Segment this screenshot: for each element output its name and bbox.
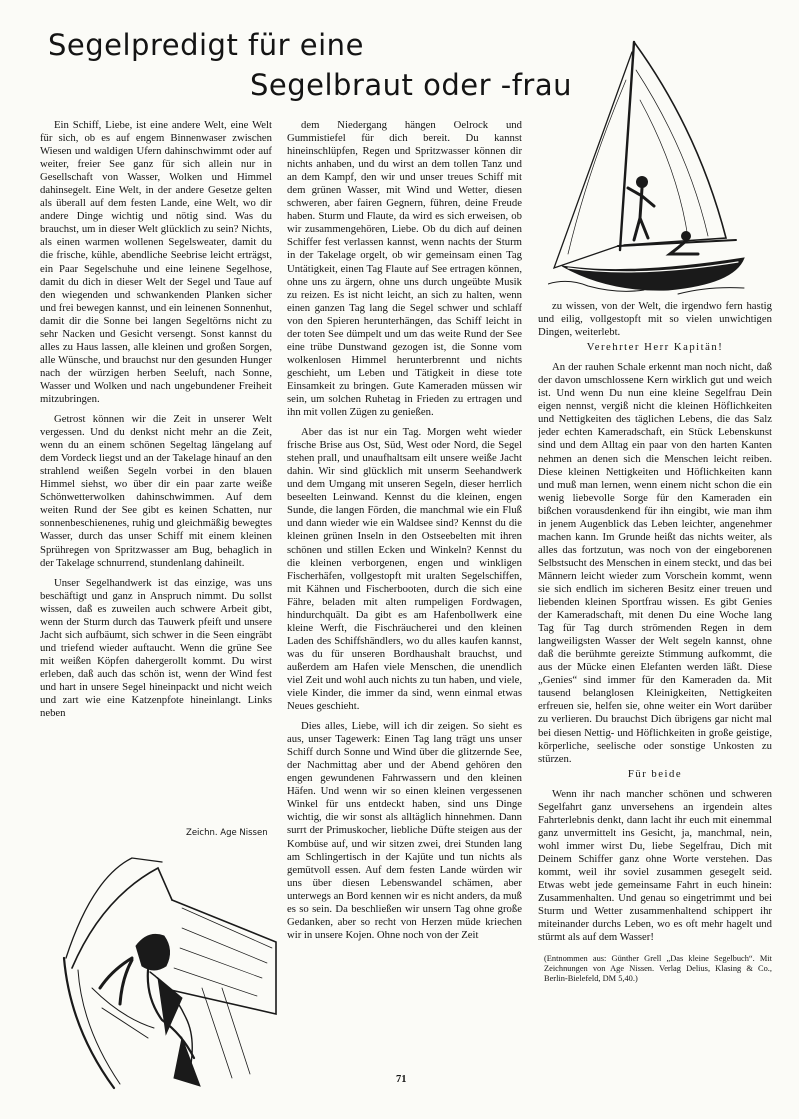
text-column-3 (538, 300, 772, 1090)
headline-line-2: Segelbraut oder -frau (250, 68, 573, 102)
section-heading-captain: Verehrter Herr Kapitän! (586, 341, 724, 354)
paragraph: zu wissen, von der Welt, die irgendwo fern hastig und eilig, vollgestopft mit so vielen unwichtigen Dingen, weiterlebt. (538, 300, 772, 339)
paragraph: Aber das ist nur ein Tag. Morgen weht wieder frische Brise aus Ost, Süd, West oder Nord, die Segel stehen prall, und unaufhaltsam eilt unsere weiße Jacht dahin. Wir sind glücklich mit unserm Seehandwerk und dem Umgang mit unseren Segeln, dieser herrlich beseelten Leinwand. Kennst du die kleinen, engen Sunde, die langen Förden, die manchmal wie ein Fluß und dann wieder wie ein Waldsee sind? Kennst du die kleinen grünen Inseln in den Ostseebelten mit ihren schönen und stillen Ecken und Winkeln? Kennst du die kleinen verborgenen, engen und winkligen Fischerhäfen, vollgestopft mit uralten Segelschiffen, mit Kähnen und Fischerbooten, durch die sich eine Fähre, beladen mit alten rumpeligen Fordwagen, hindurchquält. Da gibt es am Hafenbollwerk eine kleine Werft, die Fischräucherei und den kleinen Laden des Schiffshändlers, wo du alles kaufen kannst, was du für unseren Bordhaushalt brauchst, und außerdem am Hafen viele Menschen, die unendlich viel Zeit und wohl auch nichts zu tun haben, und viele, viele Kinder, die immer da sind, wenn einmal etwas Neues geschieht. (287, 426, 522, 713)
section-heading-both: Für beide (627, 767, 683, 780)
paragraph: Unser Segelhandwerk ist das einzige, was uns beschäftigt und ganz in Anspruch nimmt. Du sollst wissen, daß es zuweilen auch schwere Arbeit gibt, wenn der Sturm durch das Tauwerk pfeift und unsere Jacht sich aufbäumt, sich schwer in die Seen eingräbt und triefend wieder auftaucht. Wenn die grüne See mit weißen Köpfen dahergerollt kommt. Du wirst erleben, daß auch das schön ist, wenn der Wind fest und hart in unsere Segel hineinpackt und nicht weich und zart wie eine Katzenpfote hineinlangt. Links neben (40, 576, 272, 720)
text-column-2 (287, 119, 522, 1069)
helmsman-illustration (62, 838, 280, 1090)
page-number: 71 (396, 1074, 407, 1085)
headline-line-1: Segelpredigt für eine (48, 28, 364, 62)
text-column-1 (40, 119, 272, 819)
paragraph: Ein Schiff, Liebe, ist eine andere Welt, eine Welt für sich, ob es auf engem Binnenwaser zwischen Wiesen und waldigen Ufern dahinschwimmt oder auf weiter, freier See ganz für sich allein nur in Gesellschaft von Wasser, Wolken und Himmel dahinsegelt. Eine Welt, in der andere Gesetze gelten als überall auf dem festen Lande, eine Welt, wo dir andere Dinge wichtig und nötig sind. Was du brauchst, um in dieser Welt glücklich zu sein? Nichts, als einen warmen wollenen Segelsweater, damit du die frische, kühle, abendliche Seebrise leicht erträgst, ein Paar Segelschuhe und eine leinene Segelhose, damit du dich in dieser Welt der Segel und Taue auf den wiegenden und schwankenden Planken sicher und frei bewegen kannst, und ein leinenen Sonnenhut, damit dir die Sonne bei langen Segeltörns nicht zu sehr Nacken und Gesicht versengt. Sonst kannst du alles zu Haus lassen, alle kleinen und großen Sorgen, alle Wünsche, und brauchst nur den gesunden Hunger nach der würzigen herben Seeluft, nach Sonne, Wasser und Wolken und nach ungebundener Freiheit mitzubringen. (40, 119, 272, 405)
source-credit: (Entnommen aus: Günther Grell „Das kleine Segelbuch“. Mit Zeichnungen von Age Nissen. Verlag Delius, Klasing & Co., Berlin-Bielefeld, DM 5,40.) (544, 954, 772, 984)
paragraph: An der rauhen Schale erkennt man noch nicht, daß der davon umschlossene Kern wirklich gut und weich ist. Und wenn Du nun eine kleine Segelfrau Dein eigen nennst, vergiß nicht die kleinen Höflichkeiten und Nettigkeiten des täglichen Lebens, die das Salz jeder echten Kameradschaft, ein Stück Lebenskunst sind und dem Alltag ein paar von den harten Kanten nehmen an denen sich die Menschen leicht reiben. Diese kleinen Nettigkeiten und Höflichkeiten kann und muß man lernen, wenn einem nicht schon die ein wenig liebevolle Sorge für den Kameraden ein bißchen vorausdenkend für ihn eingibt, wie man ihm in jenem Augenblick das Leben leichter, angenehmer machen kann. Im Grunde heißt das nichts weiter, als alles das fortzutun, was noch von der eingeborenen Selbstsucht des Menschen in einem steckt, und das bei Männern leicht wieder zum Vorschein kommt, wenn sie sich endlich im sicheren Besitz einer treuen und liebenden kleinen Sportfrau wissen. Es gibt Genies der Kameradschaft, mit denen Du eine Woche lang Tag für Tag durch strömenden Regen in dem langweiligsten Wasser der Welt segeln kannst, ohne daß die berühmte gereizte Stimmung aufkommt, die aus der Mücke einen Elefanten werden läßt. Diese „Genies“ sind immer für den Kameraden da. Mit tausend belanglosen Kleinigkeiten, Nettigkeiten erfreuen sie, helfen sie, ohne weiter ein Wort darüber zu verlieren. Du brauchst Dich übrigens gar nicht mal bei diesen Nettig- und Höflichkeiten in große geistige, körperliche, seelische oder sonstige Unkosten zu stürzen. (538, 361, 772, 765)
paragraph: dem Niedergang hängen Oelrock und Gummistiefel für dich bereit. Du kannst hineinschlüpfen, Regen und Spritzwasser können dir nichts anhaben, und du wirst an dem tollen Tanz und an dem Kampf, den wir und unser treues Schiff mit dem grünen Wasser, mit Wind und Wetter, diesen schweren, aber fairen Gegnern, führen, deine Freude haben. Sturm und Flaute, da wird es sich erweisen, ob wir zusammengehören, Liebe. Ob du dich auf deinen Schiffer fest verlassen kannst, wenn nachts der Sturm in der Takelage orgelt, ob wir gemeinsam einen Tag Untätigkeit, einen Tag Flaute auf See ertragen können, ohne uns zu ärgern, ohne uns durch ungeübte Musik zu reizen. Es ist nicht leicht, an sich zu halten, wenn einen ganzen Tag lang die Segel schwer und schlaff von den Spieren herunterhängen, das Schiff leicht in der toten See dümpelt und um das weite Rund der See eine trübe Dunstwand gezogen ist, die Sonne vom wolkenlosen Himmel herunterbrennt und nichts geschieht, um Leben und Tätigkeit in diese tote Einsamkeit zu bringen. Gute Kameraden müssen wir sein, um solchen Ruhetag in Frieden zu ertragen und ihn mit vollen Zügen zu genießen. (287, 119, 522, 419)
illustration-credit: Zeichn. Age Nissen (186, 828, 268, 838)
paragraph: Getrost können wir die Zeit in unserer Welt vergessen. Und du denkst nicht mehr an die Zeit, wenn du an einem schönen Segeltag längelang auf dem Vordeck liegst und an der Takelage hinauf an den strahlend weißen Segeln vorbei in den blauen Himmel siehst, wo über dir ein paar zarte weiße Schönwetterwolken dahinschwimmen. Auf dem weiten Rund der See gibt es keinen Schatten, nur sonnenbeschienenes, ruhig und gleichmäßig bewegtes Wasser, durch das unser Schiff mit einem kleinen Sprühregen von Spritzwasser am Bug, behaglich in der Takelage schnurrend, stundenlang dahineilt. (40, 413, 272, 569)
paragraph: Dies alles, Liebe, will ich dir zeigen. So sieht es aus, unser Tagewerk: Einen Tag lang trägt uns unser Schiff durch Sonne und Wind über die glitzernde See, der Nachmittag aber und der Abend gehören den engen gewundenen Fahrwassern und den kleinen Häfen. Und wenn wir so einen kleinen vergessenen Winkel für uns entdeckt haben, sind uns Dinge wichtig, die wir sonst als alltäglich hinnehmen. Dann surrt der Primuskocher, liebliche Düfte steigen aus der Kombüse auf, und wir sitzen zwei, drei Stunden lang am Schlingertisch in der Kajüte und tun nichts als gemütvoll essen. Auf dem festen Lande würden wir uns über diesen Lebenswandel schämen, aber unterwegs an Bord kennen wir es nicht anders, da muß es so sein. Da beschließen wir unsern Tag ohne große Gedanken, aber so recht von Herzen müde kriechen wir in unsere Kojen. Ohne noch von der Zeit (287, 720, 522, 941)
paragraph: Wenn ihr nach mancher schönen und schweren Segelfahrt ganz unversehens an irgendein altes Fahrterlebnis denkt, dann lacht ihr euch mit einemmal ganz unvermittelt ins Gesicht, ja, manchmal, nein, wohl immer wirst Du, liebe Segelfrau, Dich mit Deinem Schiffer ganz ohne Worte verstehen. Das kommt, weil ihr soviel zusammen gesegelt seid. Etwas webt jede gemeinsame Fahrt in euch hinein: Zusammenhalten. Und genau so eingetrimmt und bei Sturm und Wetter zusammenhaltend schippert ihr miteinander durchs Leben, wo es oft mehr hagelt und stürmt als auf dem Wasser! (538, 787, 772, 944)
sailboat-illustration (548, 40, 748, 298)
